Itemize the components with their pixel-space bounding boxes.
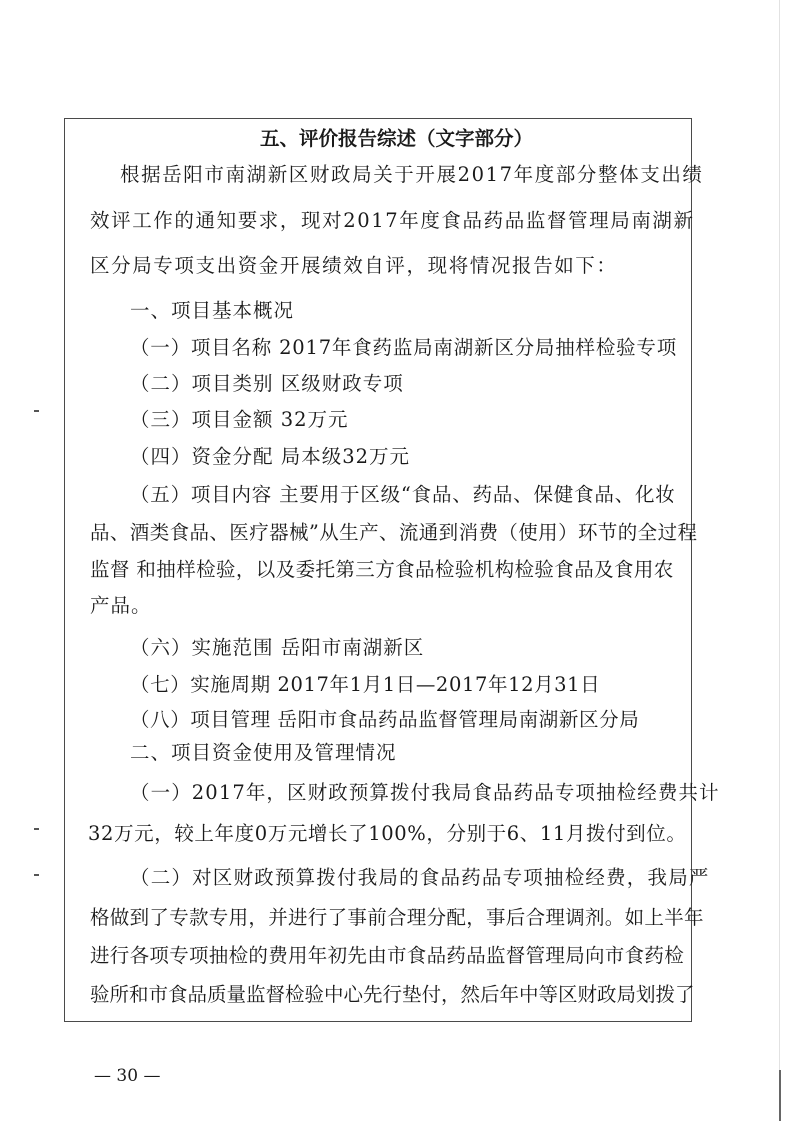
item-line: （五）项目内容 主要用于区级“食品、药品、保健食品、化妆 (130, 483, 676, 506)
page-edge-dark (779, 1070, 781, 1121)
paragraph-line: 进行各项专项抽检的费用年初先由市食品药品监督管理局向市食药检 (90, 944, 685, 967)
paragraph-line: 32万元，较上年度0万元增长了100%，分别于6、11月拨付到位。 (88, 822, 687, 845)
margin-mark (34, 828, 39, 830)
paragraph-line: 验所和市食品质量监督检验中心先行垫付，然后年中等区财政局划拨了 (90, 983, 695, 1006)
paragraph-line: 区分局专项支出资金开展绩效自评，现将情况报告如下： (90, 254, 618, 277)
paragraph-line: （二）对区财政预算拨付我局的食品药品专项抽检经费，我局严 (130, 866, 710, 889)
paragraph-line: （一）2017年，区财政预算拨付我局食品药品专项抽检经费共计 (130, 781, 720, 804)
item-line: （七）实施周期 2017年1月1日—2017年12月31日 (130, 673, 601, 696)
paragraph-line: 效评工作的通知要求，现对2017年度食品药品监督管理局南湖新 (90, 209, 695, 232)
item-line: （四）资金分配 局本级32万元 (130, 445, 411, 468)
item-line: （八）项目管理 岳阳市食品药品监督管理局南湖新区分局 (130, 708, 640, 731)
section-heading: 二、项目资金使用及管理情况 (130, 741, 397, 764)
item-line: （一）项目名称 2017年食药监局南湖新区分局抽样检验专项 (130, 336, 678, 359)
page-number: — 30 — (94, 1066, 161, 1086)
paragraph-line: 格做到了专款专用，并进行了事前合理分配，事后合理调剂。如上半年 (90, 906, 704, 929)
margin-mark (34, 410, 39, 412)
section-heading: 一、项目基本概况 (130, 299, 295, 322)
paragraph-line: 产品。 (90, 594, 152, 617)
paragraph-line: 根据岳阳市南湖新区财政局关于开展2017年度部分整体支出绩 (120, 163, 704, 186)
paragraph-line: 品、酒类食品、医疗器械”从生产、流通到消费（使用）环节的全过程 (90, 521, 698, 544)
item-line: （二）项目类别 区级财政专项 (130, 372, 404, 395)
section-title: 五、评价报告综述（文字部分） (259, 127, 533, 150)
paragraph-line: 监督 和抽样检验，以及委托第三方食品检验机构检验食品及食用农 (90, 558, 674, 581)
page-edge (779, 0, 780, 1121)
item-line: （六）实施范围 岳阳市南湖新区 (130, 636, 425, 659)
margin-mark (34, 874, 39, 876)
item-line: （三）项目金额 32万元 (130, 408, 349, 431)
